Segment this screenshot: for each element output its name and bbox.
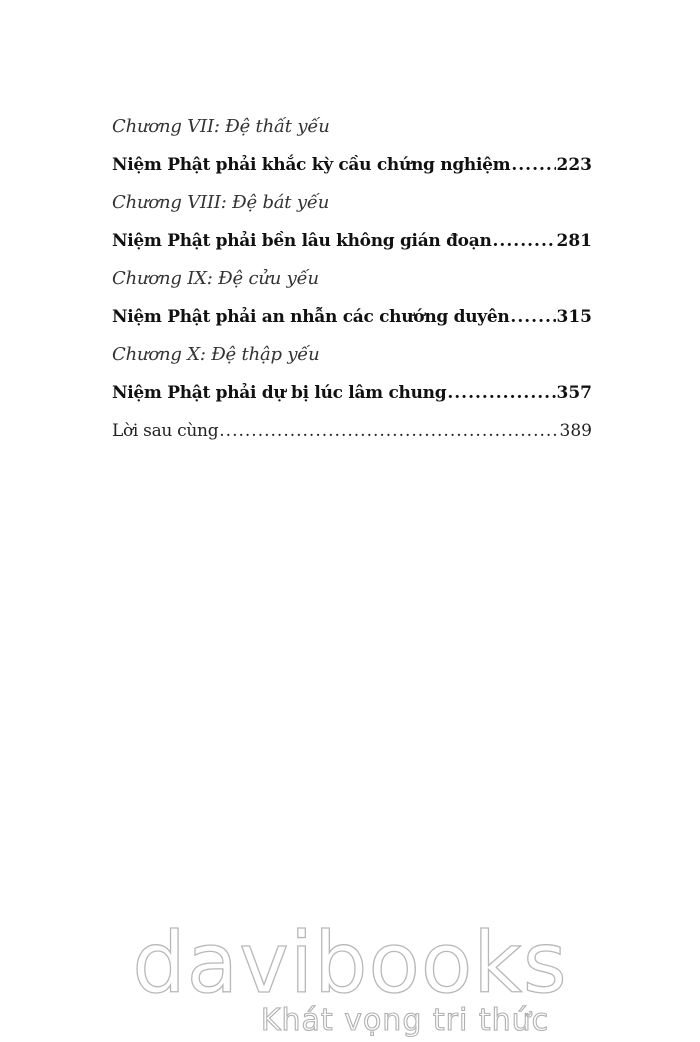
watermark-tagline: Khát vọng tri thức [260, 1003, 550, 1038]
dot-leader [511, 146, 555, 184]
toc-entry [112, 146, 592, 184]
toc-entry-title: Lời sau cùng [112, 421, 219, 441]
toc-entry-page: 357 [556, 383, 592, 403]
dot-leader [510, 298, 555, 336]
toc-entry-title: Niệm Phật phải an nhẫn các chướng duyên [112, 307, 510, 327]
toc-entry-page: 315 [556, 307, 592, 327]
chapter-heading: Chương VIII: Đệ bát yếu [112, 192, 330, 213]
toc-entry [112, 298, 592, 336]
toc-entry [112, 374, 592, 412]
toc-entry-title: Niệm Phật phải bền lâu không gián đoạn [112, 231, 492, 251]
dot-leader [493, 222, 556, 260]
dot-leader [219, 412, 558, 450]
chapter-heading: Chương VII: Đệ thất yếu [112, 116, 330, 137]
toc-entry-page: 281 [556, 231, 592, 251]
toc-entry-page: 389 [559, 421, 592, 441]
toc-entry-page: 223 [556, 155, 592, 175]
watermark-brand: davibooks [132, 914, 568, 1012]
chapter-heading: Chương X: Đệ thập yếu [112, 344, 320, 365]
table-of-contents [112, 108, 592, 450]
toc-entry [112, 222, 592, 260]
toc-entry-title: Niệm Phật phải khắc kỳ cầu chứng nghiệm [112, 155, 511, 175]
chapter-heading: Chương IX: Đệ cửu yếu [112, 268, 319, 289]
toc-entry-title: Niệm Phật phải dự bị lúc lâm chung [112, 383, 447, 403]
dot-leader [447, 374, 555, 412]
publisher-watermark [0, 900, 700, 1042]
toc-entry [112, 412, 592, 450]
